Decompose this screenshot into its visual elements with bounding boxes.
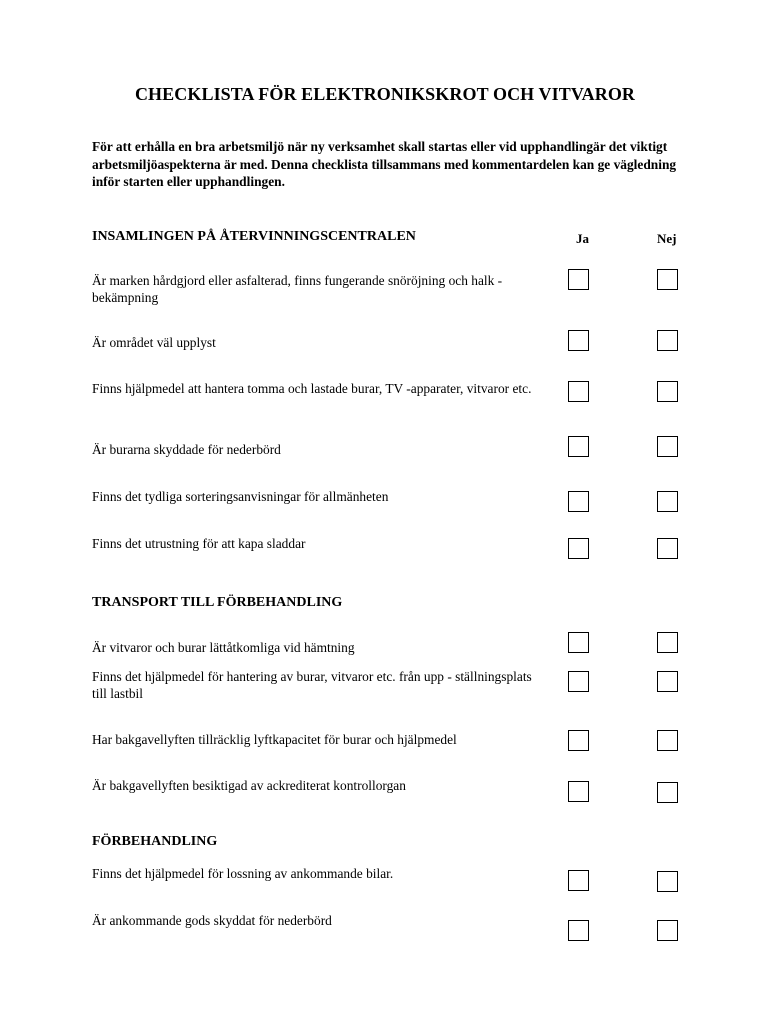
question-text: Är ankommande gods skyddat för nederbörd <box>92 913 332 928</box>
checkbox-nej[interactable] <box>657 671 678 692</box>
checkbox-nej[interactable] <box>657 782 678 803</box>
checkbox-ja[interactable] <box>568 538 589 559</box>
question-text: Är området väl upplyst <box>92 335 216 350</box>
column-header-ja: Ja <box>576 231 589 246</box>
checkbox-nej[interactable] <box>657 538 678 559</box>
checkbox-nej[interactable] <box>657 632 678 653</box>
checkbox-ja[interactable] <box>568 381 589 402</box>
checkbox-ja[interactable] <box>568 781 589 802</box>
checkbox-ja[interactable] <box>568 870 589 891</box>
checkbox-ja[interactable] <box>568 491 589 512</box>
question-text: Finns det tydliga sorteringsanvisningar för allmänheten <box>92 489 389 504</box>
question-text: Finns hjälpmedel att hantera tomma och lastade burar, TV -apparater, vitvaror etc. <box>92 381 532 396</box>
checkbox-ja[interactable] <box>568 330 589 351</box>
checkbox-nej[interactable] <box>657 330 678 351</box>
checkbox-nej[interactable] <box>657 871 678 892</box>
checkbox-ja[interactable] <box>568 269 589 290</box>
checkbox-ja[interactable] <box>568 436 589 457</box>
column-header-nej: Nej <box>657 231 677 246</box>
checkbox-nej[interactable] <box>657 920 678 941</box>
page-title: CHECKLISTA FÖR ELEKTRONIKSKROT OCH VITVAROR <box>134 84 636 104</box>
question-text: Är burarna skyddade för nederbörd <box>92 442 281 457</box>
question-text: Finns det hjälpmedel för lossning av ankommande bilar. <box>92 866 394 881</box>
section-heading-transport: TRANSPORT TILL FÖRBEHANDLING <box>92 595 343 610</box>
checkbox-nej[interactable] <box>657 730 678 751</box>
checkbox-nej[interactable] <box>657 269 678 290</box>
question-text: Är bakgavellyften besiktigad av ackrediterat kontrollorgan <box>92 778 406 793</box>
checkbox-ja[interactable] <box>568 632 589 653</box>
question-text: Finns det hjälpmedel för hantering av burar, vitvaror etc. från upp - ställningsplats till lastbil <box>92 669 532 701</box>
question-text: Är marken hårdgjord eller asfalterad, finns fungerande snöröjning och halk - bekämpning <box>92 273 503 305</box>
checkbox-nej[interactable] <box>657 491 678 512</box>
checkbox-ja[interactable] <box>568 920 589 941</box>
section-heading-forbehandling: FÖRBEHANDLING <box>92 834 218 849</box>
checkbox-ja[interactable] <box>568 671 589 692</box>
checkbox-ja[interactable] <box>568 730 589 751</box>
checkbox-nej[interactable] <box>657 381 678 402</box>
question-text: Har bakgavellyften tillräcklig lyftkapacitet för burar och hjälpmedel <box>92 732 457 747</box>
intro-paragraph: För att erhålla en bra arbetsmiljö när ny verksamhet skall startas eller vid upphandlingär det viktigt arbetsmiljöaspekterna är med. Denna checklista tillsammans med kommentardelen kan ge vägledning inför starten eller upphandlingen. <box>92 139 677 189</box>
question-text: Är vitvaror och burar lättåtkomliga vid hämtning <box>92 640 355 655</box>
section-heading-insamlingen: INSAMLINGEN PÅ ÅTERVINNINGSCENTRALEN <box>92 229 416 244</box>
question-text: Finns det utrustning för att kapa sladdar <box>92 536 306 551</box>
checkbox-nej[interactable] <box>657 436 678 457</box>
